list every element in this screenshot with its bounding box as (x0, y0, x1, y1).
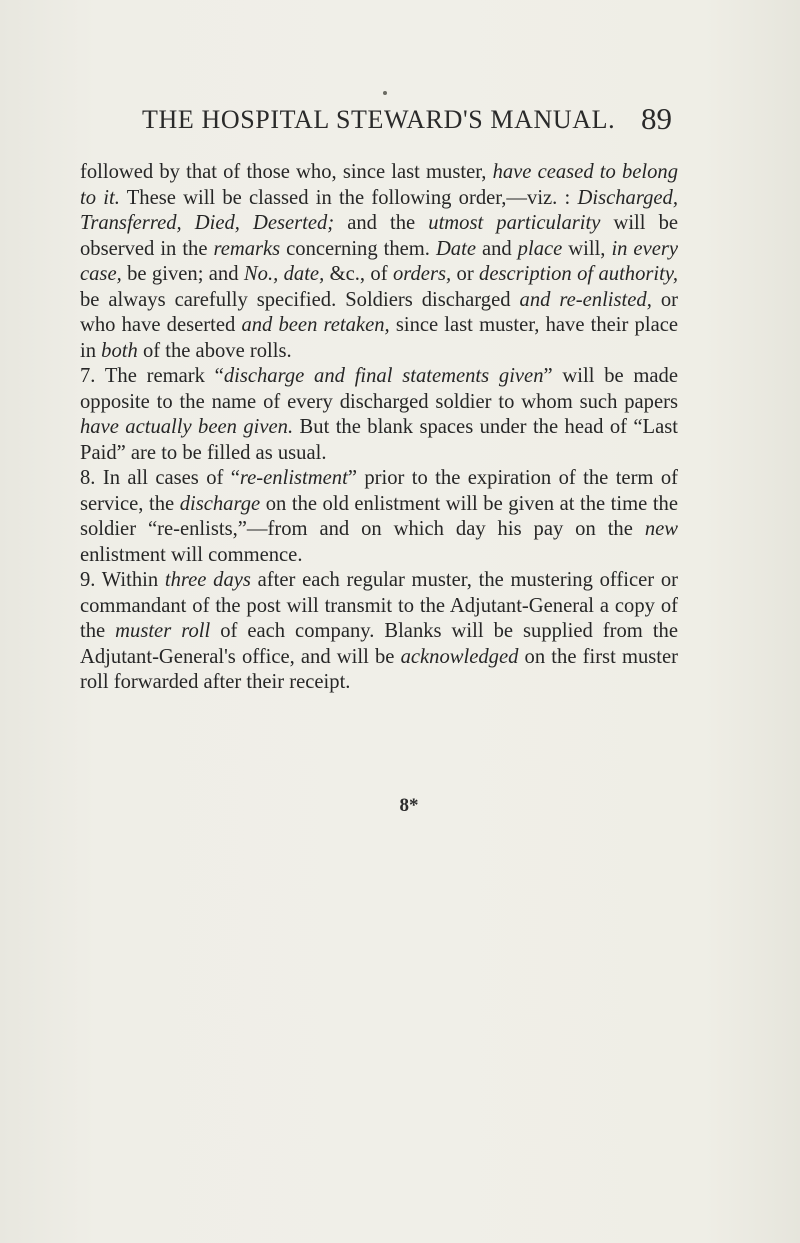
text-run: &c., of (324, 263, 393, 285)
italic-run: have ceased to belong to it. (80, 161, 678, 209)
text-run: or (451, 263, 480, 285)
printing-speck (383, 91, 387, 95)
text-run: will, (562, 237, 612, 260)
text-run: since last muster, have their place in (80, 314, 678, 362)
italic-run: in every case, (80, 237, 679, 285)
paragraph-rule-9 (80, 568, 678, 696)
italic-run: description of authority, (479, 263, 678, 285)
italic-run: three days (164, 569, 251, 591)
italic-run: discharge and final statements given (223, 365, 544, 387)
italic-run: utmost particularity (428, 212, 601, 234)
italic-run: No., date, (243, 263, 325, 285)
text-run: on the old enlistment will be given at the time the soldier “re-enlists,”—from and on which day his pay on the (80, 492, 678, 540)
italic-run: both (101, 339, 138, 362)
italic-run: Date (435, 237, 476, 260)
italic-run: muster roll (115, 620, 211, 642)
text-run: of the above rolls. (137, 339, 292, 362)
text-run: on the first muster roll forwarded after their receipt. (80, 645, 678, 693)
text-run: ” will be made opposite to the name of every discharged soldier to whom such papers (80, 365, 678, 413)
text-run: But the blank spaces under the head of “Last Paid” are to be filled as usual. (80, 416, 678, 464)
italic-run: and re-enlisted, (519, 288, 652, 311)
italic-run: orders, (392, 263, 452, 285)
paragraph-rule-7 (80, 364, 678, 466)
text-run: enlistment will commence. (80, 543, 303, 566)
italic-run: place (517, 237, 563, 260)
signature-mark: 8* (399, 795, 419, 816)
text-run: concerning them. (280, 237, 436, 260)
running-head: THE HOSPITAL STEWARD'S MANUAL. (142, 105, 616, 134)
paragraph-continued (80, 160, 678, 364)
italic-run: Discharged, Transferred, Died, Deserted; (80, 186, 678, 234)
italic-run: new (644, 518, 678, 540)
body-text (80, 160, 678, 696)
italic-run: have actually been given. (80, 416, 294, 438)
italic-run: re-enlistment (239, 467, 348, 489)
paragraph-rule-8 (80, 466, 678, 568)
text-run: ” prior to the expiration of the term of service, the (80, 467, 678, 515)
text-run: or who have deserted (80, 288, 678, 336)
italic-run: remarks (213, 237, 281, 260)
text-run: 8. In all cases of “ (80, 467, 240, 489)
text-run: 7. The remark “ (80, 365, 224, 387)
text-run: and the (334, 212, 429, 234)
text-run: These will be classed in the following order,—viz. : (119, 186, 578, 209)
page-number: 89 (641, 101, 672, 136)
text-run: after each regular muster, the mustering officer or commandant of the post will transmit to the Adjutant-General a copy of the (80, 569, 678, 642)
page-header (142, 101, 672, 141)
text-run: will be observed in the (80, 212, 679, 260)
text-run: followed by that of those who, since last muster, (80, 161, 493, 183)
text-run: of each company. Blanks will be supplied from the Adjutant-General's office, and will be (80, 620, 678, 668)
italic-run: acknowledged (400, 645, 519, 668)
text-run: and (475, 237, 518, 260)
italic-run: and been retaken, (241, 314, 390, 336)
text-run: be given; and (121, 263, 244, 285)
text-run: 9. Within (80, 569, 165, 591)
italic-run: discharge (179, 492, 261, 515)
text-run: be always carefully specified. Soldiers discharged (80, 288, 520, 311)
